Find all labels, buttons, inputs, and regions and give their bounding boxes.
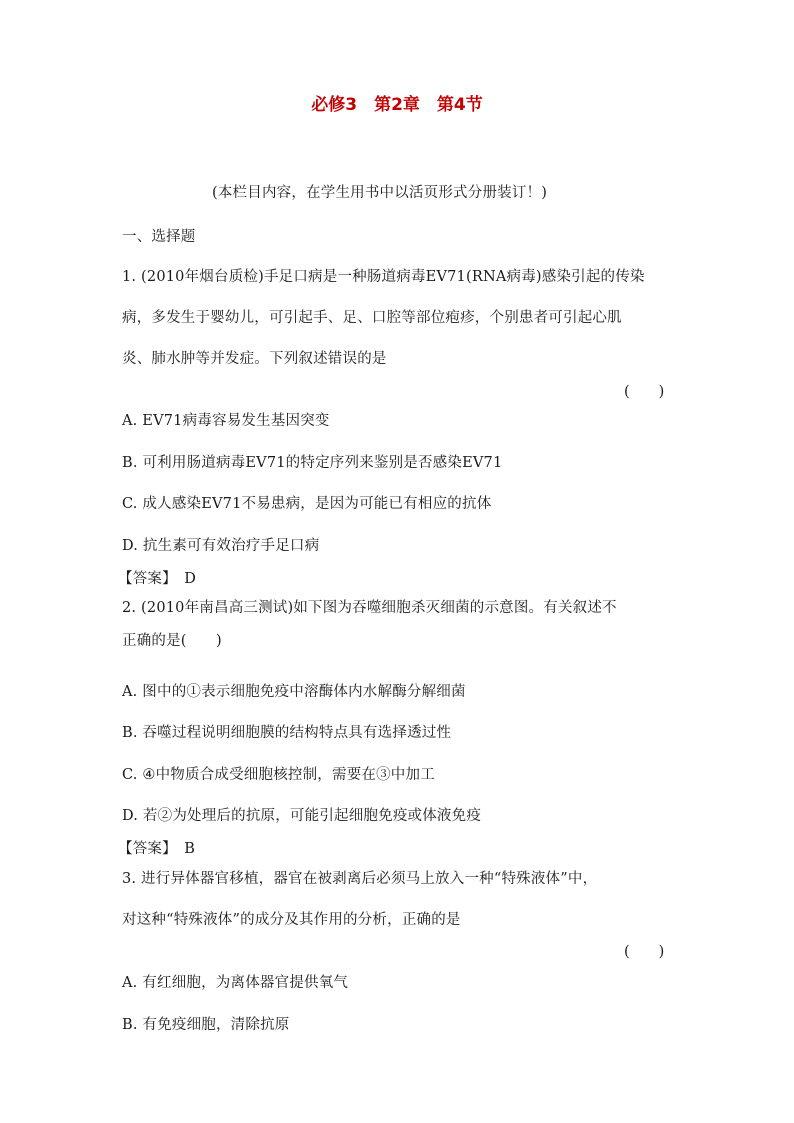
question-2-option-b: B. 吞噬过程说明细胞膜的结构特点具有选择透过性 [122,725,452,741]
question-2-option-c: C. ④中物质合成受细胞核控制，需要在③中加工 [122,767,435,783]
question-2-option-a: A. 图中的①表示细胞免疫中溶酶体内水解酶分解细菌 [122,684,466,700]
question-1-option-b: B. 可利用肠道病毒EV71的特定序列来鉴别是否感染EV71 [122,455,503,471]
question-2-stem-line-2: 正确的是( ) [122,633,222,649]
section-heading: 一、选择题 [122,229,196,245]
question-3-stem-line-1: 3. 进行异体器官移植，器官在被剥离后必须马上放入一种“特殊液体”中， [122,871,598,887]
question-3-answer-blank: ( ) [624,944,665,960]
page-title: 必修3 第2章 第4节 [311,95,483,115]
question-1-stem-line-2: 病，多发生于婴幼儿，可引起手、足、口腔等部位疱疹，个别患者可引起心肌 [122,310,622,326]
question-2-answer: 【答案】 B [118,841,196,857]
question-1-stem-line-3: 炎、肺水肿等并发症。下列叙述错误的是 [122,351,387,367]
question-1-option-d: D. 抗生素可有效治疗手足口病 [122,538,320,554]
binding-note: (本栏目内容，在学生用书中以活页形式分册装订！) [212,185,548,201]
question-1-option-a: A. EV71病毒容易发生基因突变 [122,413,330,429]
question-3-option-b: B. 有免疫细胞，清除抗原 [122,1017,290,1033]
question-3-stem-line-2: 对这种“特殊液体”的成分及其作用的分析，正确的是 [122,912,461,928]
question-1-option-c: C. 成人感染EV71不易患病，是因为可能已有相应的抗体 [122,496,492,512]
question-1-answer-blank: ( ) [624,384,665,400]
question-2-option-d: D. 若②为处理后的抗原，可能引起细胞免疫或体液免疫 [122,808,482,824]
question-2-stem-line-1: 2. (2010年南昌高三测试)如下图为吞噬细胞杀灭细菌的示意图。有关叙述不 [122,600,617,616]
question-1-answer: 【答案】 D [118,571,197,587]
question-3-option-a: A. 有红细胞，为离体器官提供氧气 [122,975,349,991]
question-1-stem-line-1: 1. (2010年烟台质检)手足口病是一种肠道病毒EV71(RNA病毒)感染引起的传染 [122,269,645,285]
